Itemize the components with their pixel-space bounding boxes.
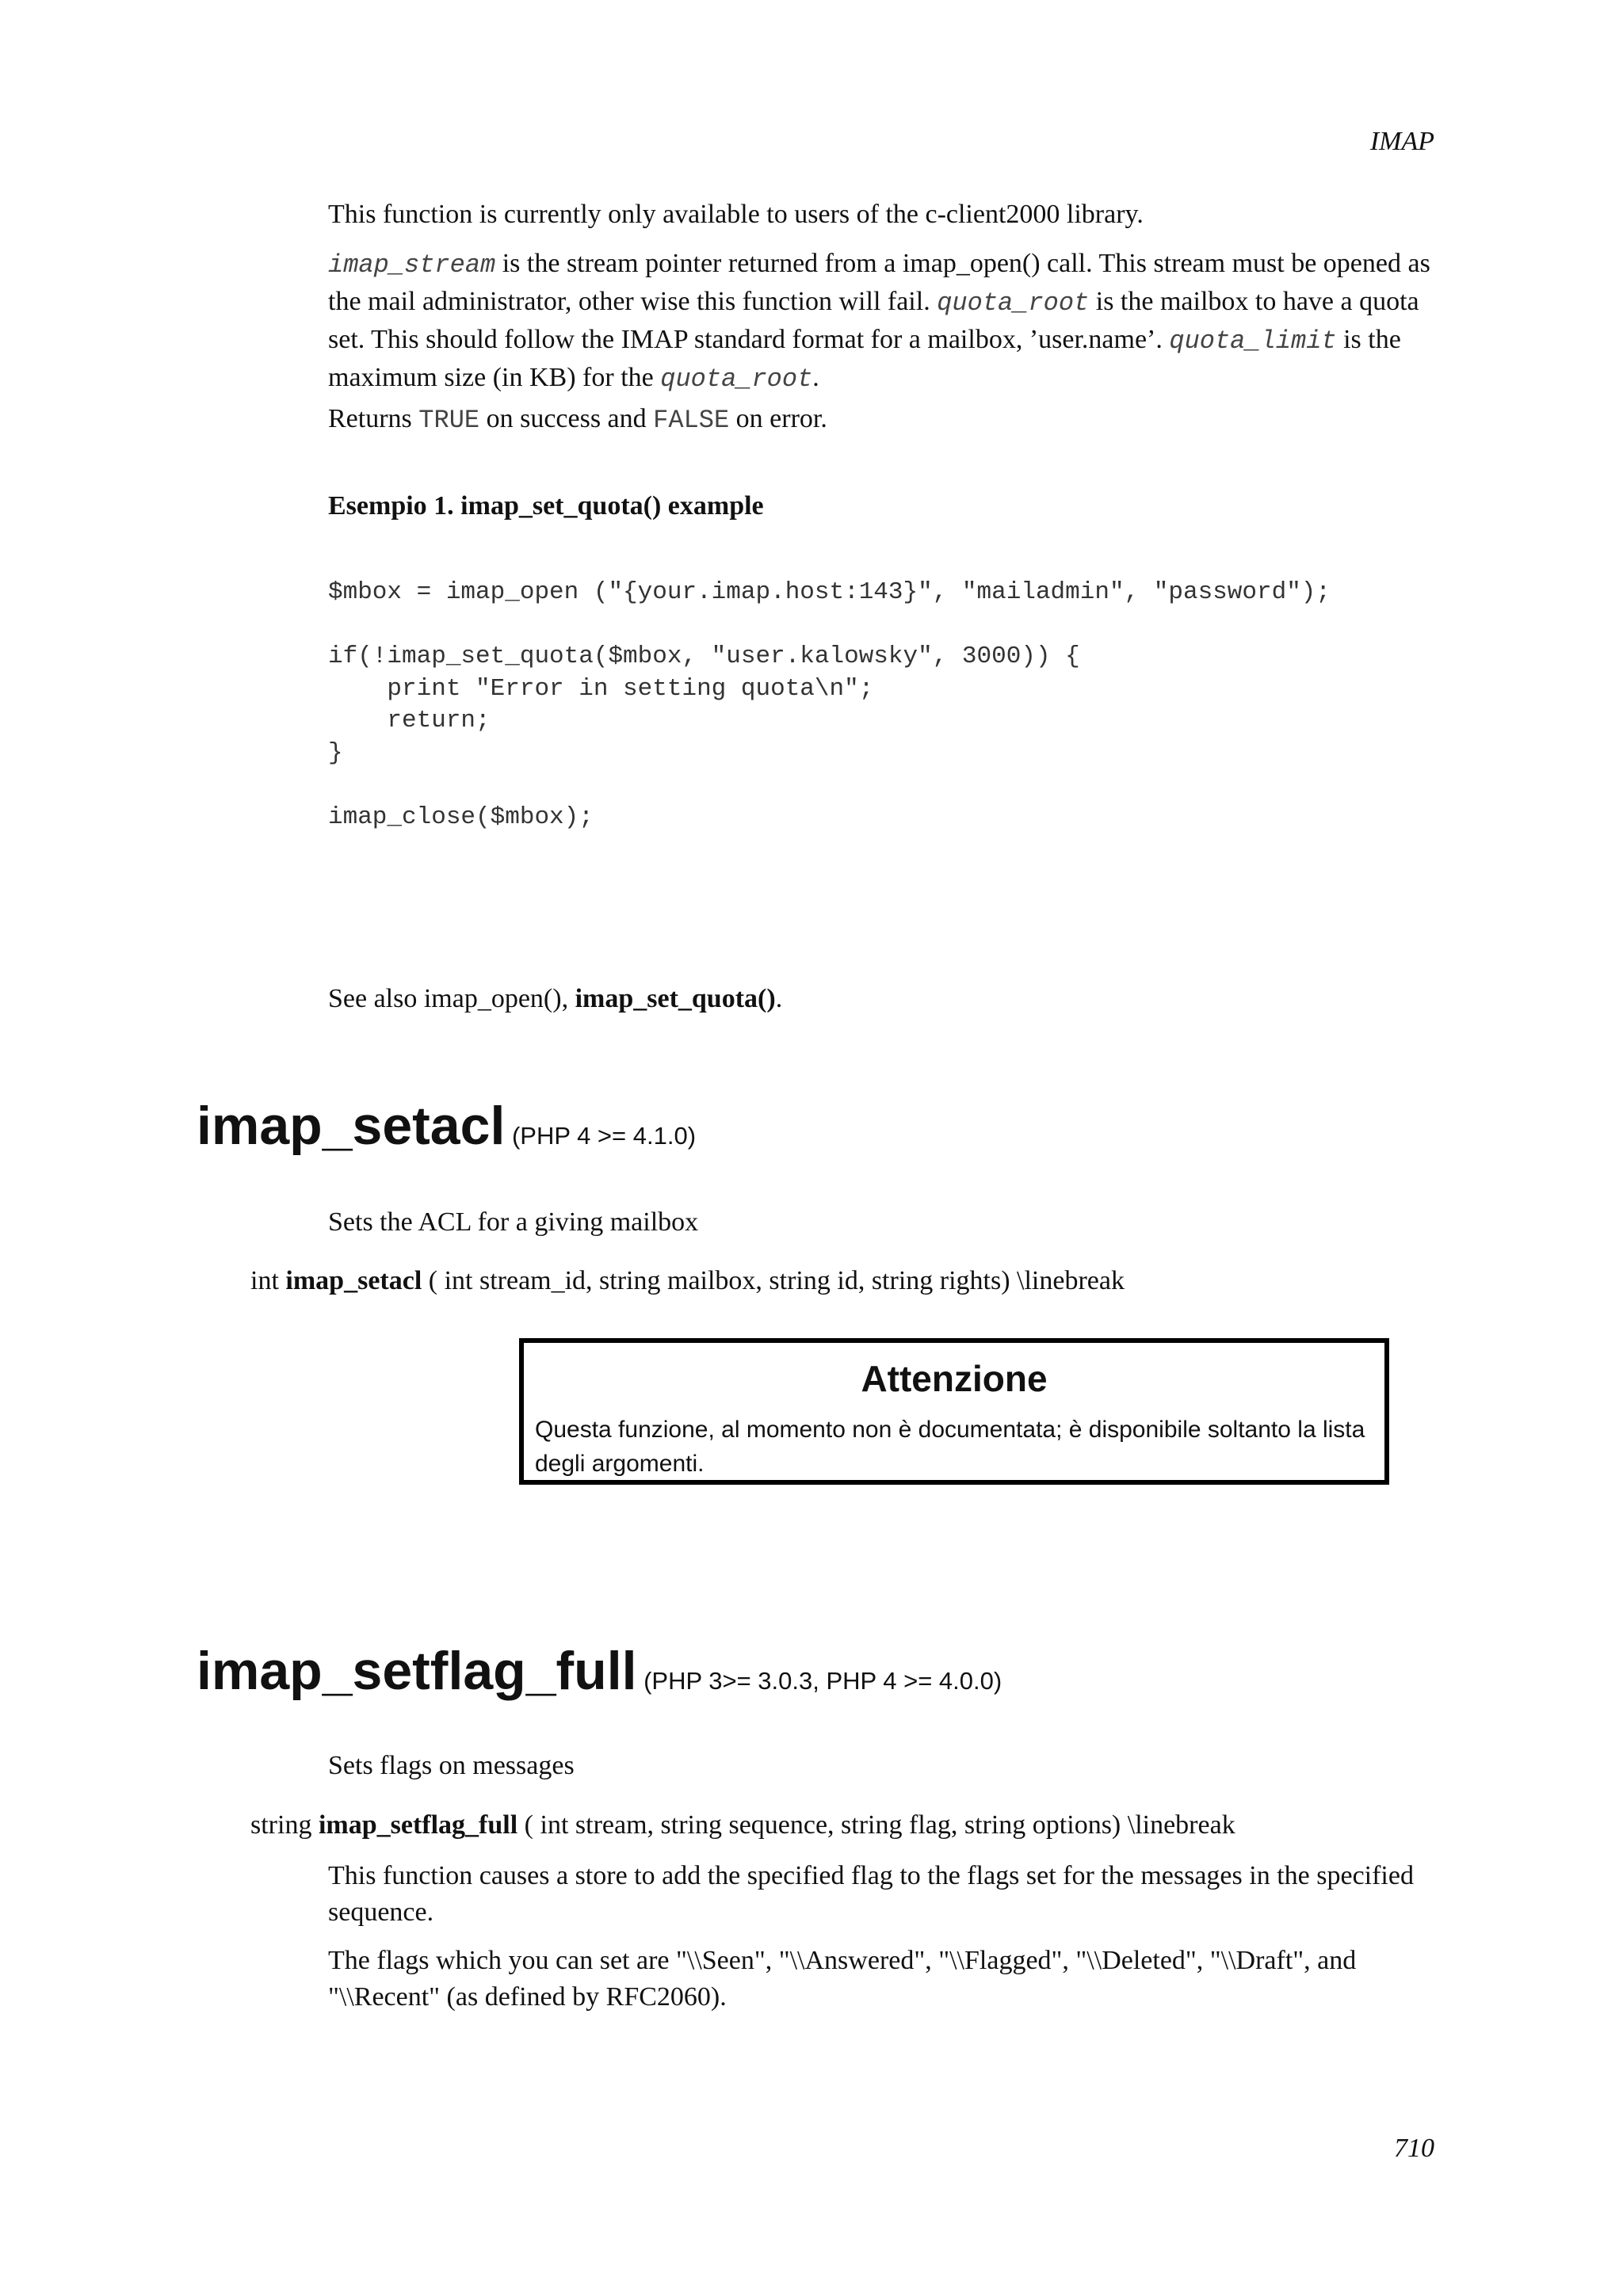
false-constant: FALSE bbox=[653, 406, 730, 435]
function-purpose: Sets the ACL for a giving mailbox bbox=[328, 1207, 699, 1237]
return-type: int bbox=[250, 1266, 286, 1295]
param-quota-root: quota_root bbox=[937, 288, 1090, 318]
synopsis-function-name: imap_setacl bbox=[285, 1266, 422, 1295]
desc-part-b: is the mailbox to have a quota set. This should follow the IMAP standard format for a mailbox, ’user.name’. bbox=[328, 287, 1419, 354]
function-name: imap_setflag_full bbox=[197, 1641, 637, 1701]
desc-part-a: is the stream pointer returned from a imap_open() call. This stream must be opened as the mail administrator, other wise this function will fail. bbox=[328, 249, 1430, 316]
see-also bbox=[328, 981, 1438, 1017]
synopsis-params: ( int stream, string sequence, string flag, string options) \linebreak bbox=[517, 1810, 1235, 1840]
flags-description: The flags which you can set are "\\Seen", "\\Answered", "\\Flagged", "\\Deleted", "\\Draft", and "\\Recent" (as defined by RFC2060). bbox=[328, 1946, 1357, 2012]
availability-note: This function is currently only available to users of the c-client2000 library. bbox=[328, 200, 1144, 229]
synopsis-function-name: imap_setflag_full bbox=[318, 1810, 518, 1840]
example-code-block: $mbox = imap_open ("{your.imap.host:143}", "mailadmin", "password"); if(!imap_set_quota($mbox, "user.kalowsky", 3000)) { print "Error in setting quota\n"; return; } imap_close($mbox); bbox=[328, 578, 1331, 831]
function-synopsis bbox=[250, 1810, 1235, 1840]
return-type: string bbox=[250, 1810, 319, 1840]
param-quota-limit: quota_limit bbox=[1169, 326, 1337, 356]
return-values bbox=[328, 401, 1438, 439]
returns-part-b: on success and bbox=[479, 404, 654, 433]
see-also-prefix: See also imap_open(), bbox=[328, 984, 575, 1013]
returns-part-c: on error. bbox=[729, 404, 827, 433]
warning-text: Questa funzione, al momento non è documentata; è disponibile soltanto la lista degli argomenti. bbox=[535, 1417, 1365, 1477]
function-heading-setacl bbox=[197, 1095, 696, 1157]
synopsis-params: ( int stream_id, string mailbox, string id, string rights) \linebreak bbox=[422, 1266, 1125, 1295]
function-description: This function causes a store to add the specified flag to the flags set for the messages in the specified sequence. bbox=[328, 1861, 1414, 1927]
function-name: imap_setacl bbox=[197, 1096, 506, 1156]
see-also-link[interactable]: imap_set_quota() bbox=[575, 984, 776, 1013]
page-number: 710 bbox=[1394, 2134, 1434, 2163]
php-version: (PHP 4 >= 4.1.0) bbox=[505, 1122, 697, 1150]
desc-part-c: is the maximum size (in KB) for the bbox=[328, 325, 1401, 392]
example-title: Esempio 1. imap_set_quota() example bbox=[328, 491, 764, 521]
returns-part-a: Returns bbox=[328, 404, 419, 433]
param-quota-root-ref: quota_root bbox=[660, 364, 813, 394]
running-header: IMAP bbox=[1369, 127, 1434, 156]
parameters-description bbox=[328, 246, 1438, 398]
php-version: (PHP 3>= 3.0.3, PHP 4 >= 4.0.0) bbox=[636, 1667, 1002, 1695]
param-imap-stream: imap_stream bbox=[328, 250, 496, 280]
desc-part-d: . bbox=[812, 363, 819, 392]
function-purpose: Sets flags on messages bbox=[328, 1751, 575, 1780]
function-synopsis bbox=[250, 1266, 1125, 1296]
warning-box bbox=[519, 1338, 1389, 1485]
see-also-suffix: . bbox=[775, 984, 783, 1013]
warning-title: Attenzione bbox=[861, 1358, 1048, 1399]
function-heading-setflag-full bbox=[197, 1640, 1002, 1702]
true-constant: TRUE bbox=[418, 406, 480, 435]
